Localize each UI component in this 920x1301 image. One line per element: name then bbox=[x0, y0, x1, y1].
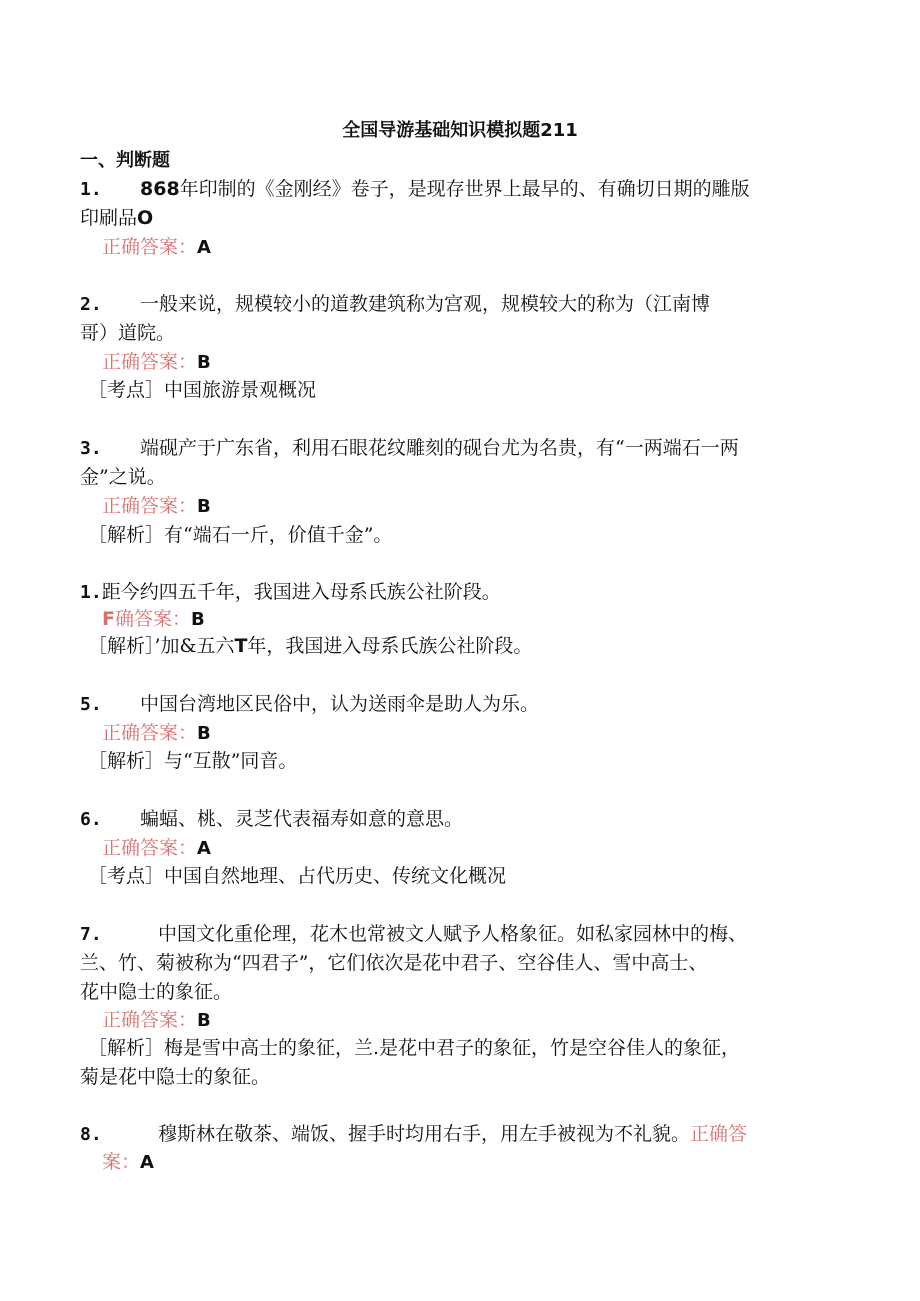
note-7-line-1: ［解析］梅是雪中高士的象征，兰.是花中君子的象征，竹是空谷佳人的象征， bbox=[88, 1037, 741, 1059]
note-6: ［考点］中国自然地理、占代历史、传统文化概况 bbox=[88, 865, 507, 887]
question-number: 1. bbox=[80, 179, 102, 200]
question-3-line-1: 3. 端砚产于广东省，利用石眼花纹雕刻的砚台尤为名贵，有“一两端石一两 bbox=[80, 437, 739, 459]
question-1-line-1: 1. 868年印制的《金刚经》卷子，是现存世界上最早的、有确切日期的雕版 bbox=[80, 178, 750, 200]
question-number: 2. bbox=[80, 294, 102, 315]
question-number: 8. bbox=[80, 1124, 102, 1145]
question-number: 5. bbox=[80, 694, 102, 715]
question-3-line-2: 金”之说。 bbox=[80, 466, 166, 488]
document-title: 全国导游基础知识模拟题211 bbox=[342, 120, 578, 141]
question-2-line-2: 哥）道院。 bbox=[80, 322, 176, 344]
question-8-line-1: 8. 穆斯林在敬茶、端饭、握手时均用右手，用左手被视为不礼貌。正确答 bbox=[80, 1123, 748, 1145]
note-7-line-2: 菊是花中隐士的象征。 bbox=[80, 1066, 271, 1088]
question-5-line-1: 5. 中国台湾地区民俗中，认为送雨伞是助人为乐。 bbox=[80, 693, 540, 715]
answer-3: 正确答案：B bbox=[102, 495, 211, 517]
question-number: 7. bbox=[80, 924, 102, 945]
question-7-line-1: 7. 中国文化重伦理，花木也常被文人赋予人格象征。如私家园林中的梅、 bbox=[80, 923, 748, 945]
question-2-line-1: 2. 一般来说，规模较小的道教建筑称为宫观，规模较大的称为（江南博 bbox=[80, 293, 711, 315]
answer-6: 正确答案：A bbox=[102, 837, 211, 859]
answer-2: 正确答案：B bbox=[102, 351, 211, 373]
question-7-line-2: 兰、竹、菊被称为“四君子”，它们依次是花中君子、空谷佳人、雪中高士、 bbox=[80, 952, 708, 974]
question-1-line-2: 印刷品O bbox=[80, 207, 154, 229]
question-number: 6. bbox=[80, 809, 102, 830]
note-2: ［考点］中国旅游景观概况 bbox=[88, 379, 317, 401]
section-heading: 一、判断题 bbox=[80, 150, 170, 171]
note-3: ［解析］有“端石一斤，价值千金”。 bbox=[88, 524, 393, 546]
question-number: 3. bbox=[80, 438, 102, 459]
answer-5: 正确答案：B bbox=[102, 722, 211, 744]
question-number: 1. bbox=[80, 582, 102, 603]
note-4: ［解析］’加&五六T年，我国进入母系氏族公社阶段。 bbox=[88, 635, 533, 657]
note-5: ［解析］与“互散”同音。 bbox=[88, 750, 298, 772]
answer-8: 案：A bbox=[102, 1151, 154, 1173]
question-6-line-1: 6. 蝙蝠、桃、灵芝代表福寿如意的意思。 bbox=[80, 808, 464, 830]
answer-1: 正确答案：A bbox=[102, 236, 211, 258]
question-4-line-1: 1.距今约四五千年，我国进入母系氏族公社阶段。 bbox=[80, 581, 501, 603]
question-7-line-3: 花中隐士的象征。 bbox=[80, 981, 233, 1003]
answer-4: F确答案：B bbox=[102, 608, 205, 630]
answer-7: 正确答案：B bbox=[102, 1009, 211, 1031]
